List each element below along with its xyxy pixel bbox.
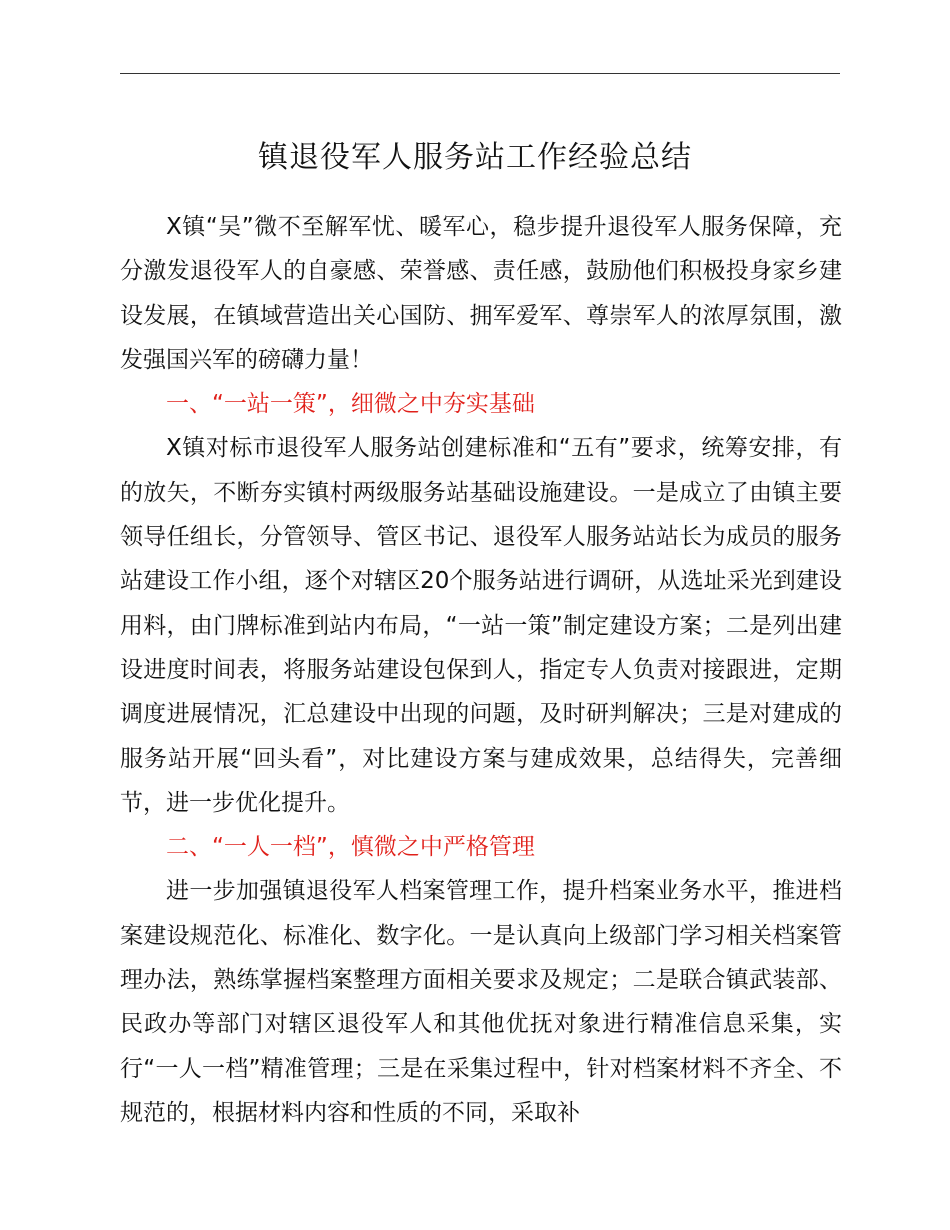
section-heading-1: 一、“一站一策”，细微之中夯实基础 — [166, 391, 535, 418]
header-rule — [120, 73, 840, 74]
intro-paragraph: X镇“吴”微不至解军忧、暖军心，稳步提升退役军人服务保障，充分激发退役军人的自豪感、荣誉感、责任感，鼓励他们积极投身家乡建设发展，在镇域营造出关心国防、拥军爱军、尊崇军人的浓厚氛围，激发强国兴军的磅礴力量！ — [120, 214, 842, 373]
document-title: 镇退役军人服务站工作经验总结 — [258, 140, 692, 175]
section-heading-2: 二、“一人一档”，慎微之中严格管理 — [166, 834, 535, 861]
document-body — [120, 205, 842, 1135]
section-2-paragraph: 进一步加强镇退役军人档案管理工作，提升档案业务水平，推进档案建设规范化、标准化、数字化。一是认真向上级部门学习相关档案管理办法，熟练掌握档案整理方面相关要求及规定；二是联合镇武装部、民政办等部门对辖区退役军人和其他优抚对象进行精准信息采集，实行“一人一档”精准管理；三是在采集过程中，针对档案材料不齐全、不规范的，根据材料内容和性质的不同，采取补 — [120, 878, 842, 1126]
section-1-paragraph: X镇对标市退役军人服务站创建标准和“五有”要求，统筹安排，有的放矢，不断夯实镇村两级服务站基础设施建设。一是成立了由镇主要领导任组长，分管领导、管区书记、退役军人服务站站长为成员的服务站建设工作小组，逐个对辖区20个服务站进行调研，从选址采光到建设用料，由门牌标准到站内布局，“一站一策”制定建设方案；二是列出建设进度时间表，将服务站建设包保到人，指定专人负责对接跟进，定期调度进展情况，汇总建设中出现的问题，及时研判解决；三是对建成的服务站开展“回头看”，对比建设方案与建成效果，总结得失，完善细节，进一步优化提升。 — [120, 435, 842, 816]
